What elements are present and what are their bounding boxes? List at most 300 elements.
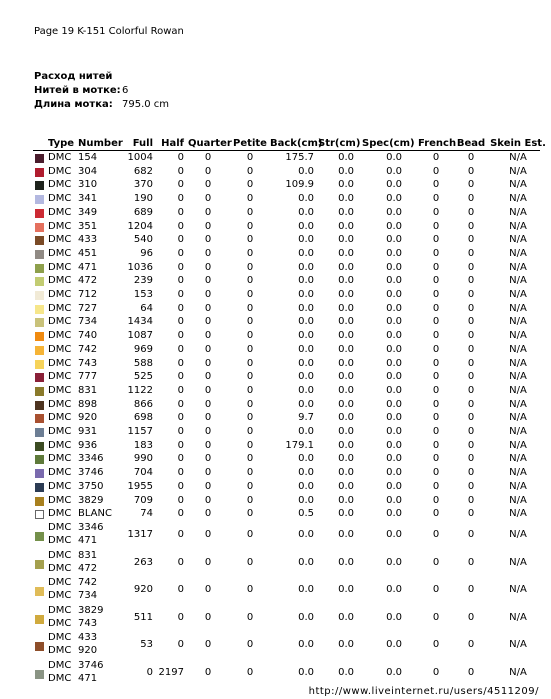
cell-quarter: 0	[204, 398, 212, 410]
cell-quarter: 0	[204, 494, 212, 506]
cell-french: 0	[432, 220, 440, 232]
cell-str: 0.0	[338, 343, 354, 355]
cell-str: 0.0	[338, 234, 354, 246]
cell-skein: N/A	[509, 330, 527, 342]
cell-str: 0.0	[338, 494, 354, 506]
cell-half: 0	[177, 528, 184, 540]
cell-bead: 0	[467, 165, 475, 177]
cell-back: 0.0	[298, 666, 314, 678]
cell-skein: N/A	[509, 220, 527, 232]
cell-skein: N/A	[509, 343, 527, 355]
cell-half: 0	[177, 439, 184, 451]
cell-skein: N/A	[509, 508, 527, 520]
length-label: Длина мотка:	[34, 99, 113, 110]
cell-number: 310	[78, 179, 98, 191]
cell-type: DMC	[48, 453, 72, 465]
cell-spec: 0.0	[386, 302, 402, 314]
cell-spec: 0.0	[386, 371, 402, 383]
cell-back: 0.0	[298, 453, 314, 465]
cell-quarter: 0	[204, 480, 212, 492]
cell-spec: 0.0	[386, 467, 402, 479]
color-swatch	[35, 401, 44, 410]
column-header: Type	[48, 138, 75, 149]
cell-skein: N/A	[509, 584, 527, 596]
cell-type2: DMC	[48, 645, 72, 657]
cell-petite: 0	[246, 426, 254, 437]
cell-str: 0.0	[338, 398, 354, 410]
cell-skein: N/A	[509, 357, 527, 369]
cell-petite: 0	[246, 584, 254, 596]
cell-number: 3829	[78, 604, 104, 616]
cell-bead: 0	[467, 220, 475, 232]
cell-back: 9.7	[298, 412, 314, 424]
cell-back: 0.0	[298, 426, 314, 437]
cell-half: 0	[177, 275, 184, 287]
cell-number: 734	[78, 316, 98, 328]
table-row	[0, 399, 551, 413]
table-row	[0, 371, 551, 385]
cell-french: 0	[432, 289, 440, 300]
cell-quarter: 0	[204, 234, 212, 246]
table-row	[0, 207, 551, 221]
cell-half: 0	[177, 220, 184, 232]
cell-type: DMC	[48, 467, 72, 479]
cell-quarter: 0	[204, 165, 212, 177]
cell-french: 0	[432, 165, 440, 177]
cell-str: 0.0	[338, 556, 354, 568]
table-row	[0, 234, 551, 248]
color-swatch	[35, 373, 44, 382]
cell-skein: N/A	[509, 165, 527, 177]
column-header: Number	[78, 138, 123, 149]
cell-french: 0	[432, 508, 440, 520]
cell-petite: 0	[246, 289, 254, 300]
cell-back: 0.0	[298, 556, 314, 568]
cell-str: 0.0	[338, 480, 354, 492]
cell-number2: 472	[78, 562, 98, 574]
cell-number: 3750	[78, 480, 104, 492]
cell-bead: 0	[467, 234, 475, 246]
cell-number: 3746	[78, 467, 104, 479]
cell-quarter: 0	[204, 152, 212, 163]
cell-number: 3346	[78, 453, 104, 465]
cell-quarter: 0	[204, 247, 212, 259]
cell-petite: 0	[246, 234, 254, 246]
cell-type: DMC	[48, 357, 72, 369]
cell-type: DMC	[48, 193, 72, 205]
cell-petite: 0	[246, 330, 254, 342]
cell-half: 0	[177, 152, 184, 163]
cell-petite: 0	[246, 247, 254, 259]
table-row	[0, 412, 551, 426]
cell-full: 689	[133, 206, 153, 218]
cell-bead: 0	[467, 152, 475, 163]
cell-bead: 0	[467, 584, 475, 596]
cell-type: DMC	[48, 330, 72, 342]
cell-str: 0.0	[338, 412, 354, 424]
cell-french: 0	[432, 316, 440, 328]
cell-full: 190	[133, 193, 153, 205]
cell-full: 239	[133, 275, 153, 287]
cell-spec: 0.0	[386, 439, 402, 451]
column-header: Full	[132, 138, 153, 149]
cell-type: DMC	[48, 247, 72, 259]
cell-type: DMC	[48, 412, 72, 424]
cell-type2: DMC	[48, 617, 72, 629]
cell-type: DMC	[48, 384, 72, 396]
color-swatch	[35, 236, 44, 245]
color-swatch	[35, 497, 44, 506]
cell-petite: 0	[246, 639, 254, 651]
table-row	[0, 303, 551, 317]
cell-type: DMC	[48, 220, 72, 232]
cell-bead: 0	[467, 528, 475, 540]
cell-quarter: 0	[204, 330, 212, 342]
cell-half: 0	[177, 371, 184, 383]
cell-quarter: 0	[204, 371, 212, 383]
cell-full: 53	[140, 639, 153, 651]
color-swatch	[35, 560, 44, 569]
cell-bead: 0	[467, 556, 475, 568]
color-swatch	[35, 154, 44, 163]
cell-number: 433	[78, 632, 98, 644]
cell-petite: 0	[246, 152, 254, 163]
cell-petite: 0	[246, 302, 254, 314]
cell-full: 1955	[127, 480, 153, 492]
cell-type: DMC	[48, 152, 72, 163]
cell-half: 0	[177, 453, 184, 465]
color-swatch	[35, 442, 44, 451]
column-header: Quarter	[188, 138, 232, 149]
cell-back: 0.0	[298, 398, 314, 410]
cell-spec: 0.0	[386, 426, 402, 437]
cell-type: DMC	[48, 577, 72, 589]
cell-bead: 0	[467, 639, 475, 651]
cell-back: 0.0	[298, 247, 314, 259]
cell-number: 743	[78, 357, 98, 369]
cell-number: 831	[78, 384, 98, 396]
cell-half: 2197	[158, 666, 184, 678]
color-swatch	[35, 181, 44, 190]
cell-back: 0.0	[298, 639, 314, 651]
cell-spec: 0.0	[386, 330, 402, 342]
cell-bead: 0	[467, 439, 475, 451]
cell-bead: 0	[467, 343, 475, 355]
cell-spec: 0.0	[386, 165, 402, 177]
cell-half: 0	[177, 508, 184, 520]
cell-french: 0	[432, 666, 440, 678]
cell-type: DMC	[48, 426, 72, 437]
cell-petite: 0	[246, 165, 254, 177]
cell-skein: N/A	[509, 247, 527, 259]
cell-back: 0.0	[298, 343, 314, 355]
cell-type: DMC	[48, 480, 72, 492]
cell-full: 969	[133, 343, 153, 355]
cell-str: 0.0	[338, 467, 354, 479]
cell-back: 0.0	[298, 371, 314, 383]
cell-bead: 0	[467, 330, 475, 342]
cell-petite: 0	[246, 611, 254, 623]
footer-url: http://www.liveinternet.ru/users/4511209/	[308, 686, 539, 697]
cell-quarter: 0	[204, 439, 212, 451]
table-row	[0, 179, 551, 193]
cell-skein: N/A	[509, 289, 527, 300]
table-row	[0, 453, 551, 467]
cell-quarter: 0	[204, 639, 212, 651]
cell-petite: 0	[246, 528, 254, 540]
cell-french: 0	[432, 330, 440, 342]
cell-quarter: 0	[204, 453, 212, 465]
cell-str: 0.0	[338, 316, 354, 328]
cell-quarter: 0	[204, 261, 212, 273]
cell-str: 0.0	[338, 639, 354, 651]
cell-french: 0	[432, 193, 440, 205]
cell-full: 1087	[127, 330, 153, 342]
cell-full: 1157	[127, 426, 153, 437]
cell-spec: 0.0	[386, 453, 402, 465]
color-swatch	[35, 264, 44, 273]
cell-quarter: 0	[204, 206, 212, 218]
cell-french: 0	[432, 206, 440, 218]
cell-back: 0.0	[298, 206, 314, 218]
cell-french: 0	[432, 384, 440, 396]
cell-half: 0	[177, 467, 184, 479]
cell-type: DMC	[48, 398, 72, 410]
cell-number: 920	[78, 412, 98, 424]
cell-type: DMC	[48, 316, 72, 328]
cell-type: DMC	[48, 261, 72, 273]
cell-str: 0.0	[338, 152, 354, 163]
cell-str: 0.0	[338, 371, 354, 383]
cell-french: 0	[432, 426, 440, 437]
cell-type: DMC	[48, 521, 72, 533]
cell-full: 540	[133, 234, 153, 246]
color-swatch	[35, 305, 44, 314]
cell-half: 0	[177, 412, 184, 424]
cell-skein: N/A	[509, 639, 527, 651]
cell-number: 304	[78, 165, 98, 177]
cell-number2: 734	[78, 590, 98, 602]
cell-quarter: 0	[204, 275, 212, 287]
cell-spec: 0.0	[386, 384, 402, 396]
cell-back: 0.0	[298, 357, 314, 369]
cell-half: 0	[177, 384, 184, 396]
cell-str: 0.0	[338, 247, 354, 259]
cell-half: 0	[177, 556, 184, 568]
cell-bead: 0	[467, 247, 475, 259]
cell-back: 0.0	[298, 289, 314, 300]
cell-full: 525	[133, 371, 153, 383]
cell-half: 0	[177, 193, 184, 205]
cell-spec: 0.0	[386, 220, 402, 232]
cell-bead: 0	[467, 316, 475, 328]
cell-quarter: 0	[204, 357, 212, 369]
color-swatch	[35, 318, 44, 327]
cell-petite: 0	[246, 179, 254, 191]
cell-back: 0.0	[298, 528, 314, 540]
cell-spec: 0.0	[386, 494, 402, 506]
cell-full: 704	[133, 467, 153, 479]
cell-half: 0	[177, 302, 184, 314]
cell-back: 0.0	[298, 611, 314, 623]
table-row	[0, 330, 551, 344]
cell-bead: 0	[467, 302, 475, 314]
table-row	[0, 358, 551, 372]
cell-petite: 0	[246, 556, 254, 568]
cell-number: 471	[78, 261, 98, 273]
cell-french: 0	[432, 357, 440, 369]
cell-quarter: 0	[204, 302, 212, 314]
color-swatch	[35, 428, 44, 437]
cell-str: 0.0	[338, 165, 354, 177]
color-swatch	[35, 277, 44, 286]
cell-full: 370	[133, 179, 153, 191]
cell-quarter: 0	[204, 412, 212, 424]
cell-quarter: 0	[204, 584, 212, 596]
cell-quarter: 0	[204, 316, 212, 328]
table-row	[0, 467, 551, 481]
cell-skein: N/A	[509, 611, 527, 623]
cell-french: 0	[432, 639, 440, 651]
cell-back: 0.0	[298, 220, 314, 232]
cell-full: 709	[133, 494, 153, 506]
cell-bead: 0	[467, 611, 475, 623]
cell-back: 0.0	[298, 467, 314, 479]
cell-skein: N/A	[509, 316, 527, 328]
cell-half: 0	[177, 330, 184, 342]
cell-full: 183	[133, 439, 153, 451]
cell-bead: 0	[467, 206, 475, 218]
cell-number: 3829	[78, 494, 104, 506]
cell-bead: 0	[467, 412, 475, 424]
cell-full: 1036	[127, 261, 153, 273]
cell-quarter: 0	[204, 193, 212, 205]
color-swatch	[35, 291, 44, 300]
cell-quarter: 0	[204, 384, 212, 396]
header-divider	[33, 150, 540, 151]
cell-spec: 0.0	[386, 666, 402, 678]
table-row	[0, 550, 551, 578]
cell-skein: N/A	[509, 275, 527, 287]
cell-skein: N/A	[509, 384, 527, 396]
cell-spec: 0.0	[386, 611, 402, 623]
cell-french: 0	[432, 261, 440, 273]
cell-skein: N/A	[509, 193, 527, 205]
cell-skein: N/A	[509, 439, 527, 451]
color-swatch	[35, 414, 44, 423]
color-swatch	[35, 455, 44, 464]
cell-petite: 0	[246, 467, 254, 479]
cell-back: 0.0	[298, 480, 314, 492]
table-row	[0, 522, 551, 550]
cell-number: 341	[78, 193, 98, 205]
cell-str: 0.0	[338, 584, 354, 596]
cell-full: 1204	[127, 220, 153, 232]
cell-skein: N/A	[509, 426, 527, 437]
cell-spec: 0.0	[386, 412, 402, 424]
cell-number: 936	[78, 439, 98, 451]
cell-str: 0.0	[338, 508, 354, 520]
cell-type: DMC	[48, 289, 72, 300]
cell-str: 0.0	[338, 357, 354, 369]
table-row	[0, 344, 551, 358]
cell-french: 0	[432, 371, 440, 383]
column-header: Half	[161, 138, 184, 149]
cell-petite: 0	[246, 412, 254, 424]
cell-french: 0	[432, 412, 440, 424]
cell-half: 0	[177, 480, 184, 492]
cell-french: 0	[432, 247, 440, 259]
color-swatch	[35, 532, 44, 541]
table-row	[0, 577, 551, 605]
length-value: 795.0 cm	[122, 99, 170, 110]
cell-half: 0	[177, 261, 184, 273]
cell-skein: N/A	[509, 453, 527, 465]
color-swatch	[35, 615, 44, 624]
cell-full: 1317	[127, 528, 153, 540]
cell-half: 0	[177, 426, 184, 437]
cell-french: 0	[432, 556, 440, 568]
cell-number2: 471	[78, 534, 98, 546]
cell-skein: N/A	[509, 152, 527, 163]
cell-back: 0.0	[298, 193, 314, 205]
cell-petite: 0	[246, 220, 254, 232]
column-header: French	[418, 138, 457, 149]
table-row	[0, 275, 551, 289]
page-header: Page 19 K-151 Colorful Rowan	[34, 26, 184, 37]
cell-quarter: 0	[204, 426, 212, 437]
cell-bead: 0	[467, 371, 475, 383]
cell-number: 154	[78, 152, 98, 163]
cell-petite: 0	[246, 384, 254, 396]
cell-french: 0	[432, 480, 440, 492]
color-swatch	[35, 195, 44, 204]
color-swatch	[35, 670, 44, 679]
cell-half: 0	[177, 179, 184, 191]
cell-spec: 0.0	[386, 639, 402, 651]
cell-petite: 0	[246, 494, 254, 506]
cell-str: 0.0	[338, 426, 354, 437]
table-row	[0, 605, 551, 633]
cell-str: 0.0	[338, 220, 354, 232]
table-row	[0, 193, 551, 207]
cell-type2: DMC	[48, 672, 72, 684]
cell-type: DMC	[48, 494, 72, 506]
cell-full: 866	[133, 398, 153, 410]
cell-str: 0.0	[338, 275, 354, 287]
cell-skein: N/A	[509, 480, 527, 492]
cell-full: 511	[133, 611, 153, 623]
cell-back: 109.9	[285, 179, 314, 191]
cell-half: 0	[177, 289, 184, 300]
cell-spec: 0.0	[386, 480, 402, 492]
cell-half: 0	[177, 611, 184, 623]
cell-skein: N/A	[509, 398, 527, 410]
cell-str: 0.0	[338, 384, 354, 396]
cell-full: 698	[133, 412, 153, 424]
cell-number: 451	[78, 247, 98, 259]
table-row	[0, 440, 551, 454]
cell-french: 0	[432, 234, 440, 246]
cell-type: DMC	[48, 234, 72, 246]
cell-str: 0.0	[338, 206, 354, 218]
cell-number: 349	[78, 206, 98, 218]
cell-french: 0	[432, 343, 440, 355]
cell-quarter: 0	[204, 508, 212, 520]
cell-petite: 0	[246, 193, 254, 205]
table-row	[0, 632, 551, 660]
cell-spec: 0.0	[386, 247, 402, 259]
